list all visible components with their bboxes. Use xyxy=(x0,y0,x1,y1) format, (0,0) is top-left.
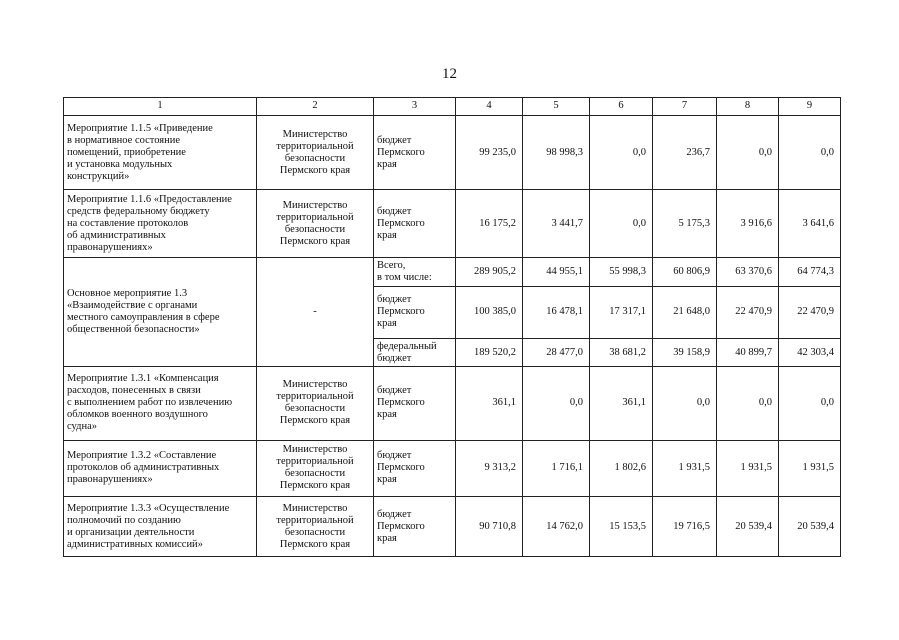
measure-cell: Основное мероприятие 1.3 «Взаимодействие с органами местного самоуправления в сфере общественной безопасности» xyxy=(64,258,257,367)
amount-cell: 0,0 xyxy=(717,115,779,189)
amount-cell: 16 175,2 xyxy=(456,190,523,258)
amount-cell: 40 899,7 xyxy=(717,338,779,366)
executor-cell: Министерство территориальной безопасности Пермского края xyxy=(257,440,374,497)
amount-cell: 361,1 xyxy=(590,367,653,440)
amount-cell: 22 470,9 xyxy=(779,286,841,338)
amount-cell: 1 931,5 xyxy=(779,440,841,497)
amount-cell: 63 370,6 xyxy=(717,258,779,286)
amount-cell: 19 716,5 xyxy=(653,497,717,557)
table-row xyxy=(64,115,841,189)
amount-cell: 60 806,9 xyxy=(653,258,717,286)
executor-cell: - xyxy=(257,258,374,367)
table-row xyxy=(64,367,841,440)
measure-cell: Мероприятие 1.3.1 «Компенсация расходов, понесенных в связи с выполнением работ по извлечению обломков военного воздушного судна» xyxy=(64,367,257,440)
table-row xyxy=(64,258,841,286)
table-row xyxy=(64,497,841,557)
amount-cell: 0,0 xyxy=(779,367,841,440)
column-header: 3 xyxy=(374,98,456,116)
measure-cell: Мероприятие 1.1.6 «Предоставление средств федеральному бюджету на составление протоколов об административных правонарушениях» xyxy=(64,190,257,258)
funding-source-cell: бюджет Пермского края xyxy=(374,190,456,258)
amount-cell: 189 520,2 xyxy=(456,338,523,366)
funding-source-cell: федеральный бюджет xyxy=(374,338,456,366)
column-header: 6 xyxy=(590,98,653,116)
amount-cell: 0,0 xyxy=(717,367,779,440)
amount-cell: 0,0 xyxy=(590,115,653,189)
amount-cell: 236,7 xyxy=(653,115,717,189)
amount-cell: 3 441,7 xyxy=(523,190,590,258)
funding-source-cell: бюджет Пермского края xyxy=(374,497,456,557)
amount-cell: 1 931,5 xyxy=(653,440,717,497)
funding-source-cell: бюджет Пермского края xyxy=(374,286,456,338)
amount-cell: 16 478,1 xyxy=(523,286,590,338)
amount-cell: 15 153,5 xyxy=(590,497,653,557)
amount-cell: 0,0 xyxy=(779,115,841,189)
amount-cell: 22 470,9 xyxy=(717,286,779,338)
funding-source-cell: бюджет Пермского края xyxy=(374,367,456,440)
amount-cell: 14 762,0 xyxy=(523,497,590,557)
amount-cell: 44 955,1 xyxy=(523,258,590,286)
executor-cell: Министерство территориальной безопасности Пермского края xyxy=(257,190,374,258)
amount-cell: 3 641,6 xyxy=(779,190,841,258)
amount-cell: 42 303,4 xyxy=(779,338,841,366)
executor-cell: Министерство территориальной безопасности Пермского края xyxy=(257,367,374,440)
amount-cell: 9 313,2 xyxy=(456,440,523,497)
funding-source-cell: бюджет Пермского края xyxy=(374,440,456,497)
amount-cell: 1 802,6 xyxy=(590,440,653,497)
measure-cell: Мероприятие 1.3.2 «Составление протоколов об административных правонарушениях» xyxy=(64,440,257,497)
column-header: 2 xyxy=(257,98,374,116)
column-header: 1 xyxy=(64,98,257,116)
amount-cell: 3 916,6 xyxy=(717,190,779,258)
amount-cell: 21 648,0 xyxy=(653,286,717,338)
amount-cell: 98 998,3 xyxy=(523,115,590,189)
executor-cell: Министерство территориальной безопасности Пермского края xyxy=(257,497,374,557)
amount-cell: 5 175,3 xyxy=(653,190,717,258)
column-header: 7 xyxy=(653,98,717,116)
amount-cell: 28 477,0 xyxy=(523,338,590,366)
page-number: 12 xyxy=(442,66,457,82)
funding-source-cell: Всего, в том числе: xyxy=(374,258,456,286)
amount-cell: 39 158,9 xyxy=(653,338,717,366)
table-row xyxy=(64,440,841,497)
amount-cell: 99 235,0 xyxy=(456,115,523,189)
table-body xyxy=(64,98,841,557)
amount-cell: 55 998,3 xyxy=(590,258,653,286)
table-row xyxy=(64,190,841,258)
amount-cell: 17 317,1 xyxy=(590,286,653,338)
amount-cell: 0,0 xyxy=(590,190,653,258)
executor-cell: Министерство территориальной безопасности Пермского края xyxy=(257,115,374,189)
amount-cell: 0,0 xyxy=(653,367,717,440)
column-header: 8 xyxy=(717,98,779,116)
measure-cell: Мероприятие 1.1.5 «Приведение в нормативное состояние помещений, приобретение и установка модульных конструкций» xyxy=(64,115,257,189)
column-header: 9 xyxy=(779,98,841,116)
amount-cell: 38 681,2 xyxy=(590,338,653,366)
measure-cell: Мероприятие 1.3.3 «Осуществление полномочий по созданию и организации деятельности административных комиссий» xyxy=(64,497,257,557)
amount-cell: 20 539,4 xyxy=(779,497,841,557)
amount-cell: 1 931,5 xyxy=(717,440,779,497)
amount-cell: 1 716,1 xyxy=(523,440,590,497)
amount-cell: 289 905,2 xyxy=(456,258,523,286)
column-header: 4 xyxy=(456,98,523,116)
amount-cell: 361,1 xyxy=(456,367,523,440)
amount-cell: 0,0 xyxy=(523,367,590,440)
amount-cell: 64 774,3 xyxy=(779,258,841,286)
column-header: 5 xyxy=(523,98,590,116)
funding-source-cell: бюджет Пермского края xyxy=(374,115,456,189)
budget-table xyxy=(63,97,841,557)
amount-cell: 100 385,0 xyxy=(456,286,523,338)
header-row xyxy=(64,98,841,116)
amount-cell: 90 710,8 xyxy=(456,497,523,557)
amount-cell: 20 539,4 xyxy=(717,497,779,557)
